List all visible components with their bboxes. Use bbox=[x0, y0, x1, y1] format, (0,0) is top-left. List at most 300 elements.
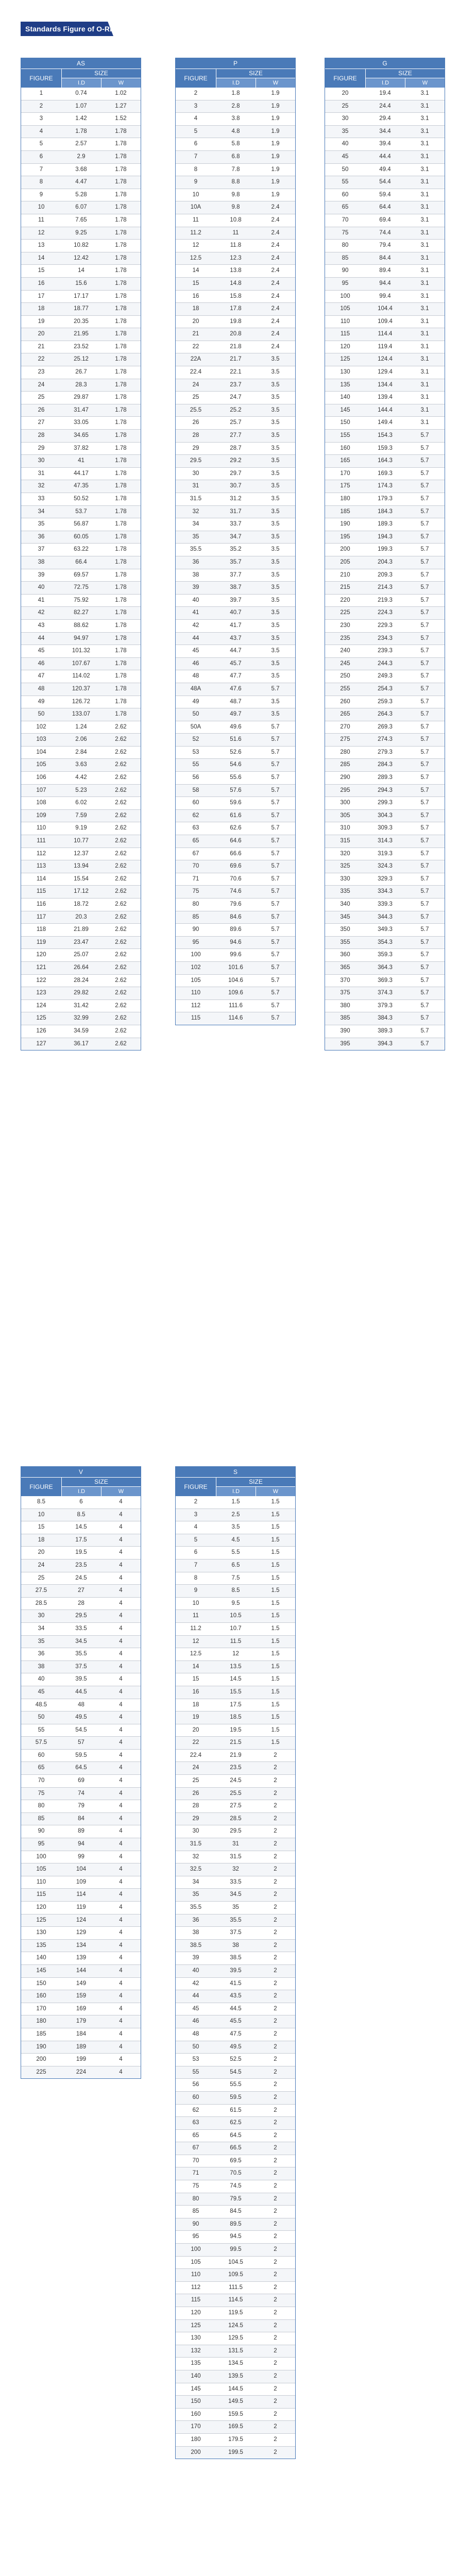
w-cell: 5.7 bbox=[420, 812, 429, 819]
id-cell: 144 bbox=[76, 1967, 87, 1974]
id-cell: 84.4 bbox=[379, 255, 391, 261]
id-cell: 28.5 bbox=[230, 1815, 242, 1822]
w-cell: 5.7 bbox=[420, 736, 429, 743]
id-cell: 259.3 bbox=[378, 698, 393, 705]
table-row bbox=[325, 150, 445, 163]
size-header: SIZE bbox=[366, 69, 445, 78]
w-cell: 2 bbox=[274, 2107, 277, 2113]
id-cell: 79.5 bbox=[230, 2195, 242, 2202]
id-cell: 104.5 bbox=[228, 2259, 243, 2265]
figure-cell: 49 bbox=[192, 698, 199, 705]
table-row bbox=[325, 302, 445, 315]
w-cell: 4 bbox=[119, 2069, 123, 2075]
table-row bbox=[176, 1800, 295, 1812]
figure-cell: 180 bbox=[36, 2018, 46, 2025]
w-cell: 4 bbox=[119, 1638, 123, 1645]
w-cell: 3.1 bbox=[420, 255, 429, 261]
figure-cell: 140 bbox=[36, 1955, 46, 1961]
w-cell: 1.78 bbox=[115, 204, 127, 211]
w-cell: 3.5 bbox=[271, 381, 280, 388]
table-row bbox=[21, 2066, 141, 2079]
w-cell: 3.1 bbox=[420, 406, 429, 413]
table-row bbox=[325, 353, 445, 366]
w-cell: 1.78 bbox=[115, 648, 127, 654]
w-cell: 5.7 bbox=[420, 571, 429, 578]
table-row bbox=[21, 1559, 141, 1572]
table-row bbox=[21, 848, 141, 860]
figure-cell: 39 bbox=[192, 584, 199, 591]
figure-cell: 36 bbox=[192, 1917, 199, 1923]
table-row bbox=[21, 353, 141, 366]
w-cell: 2 bbox=[274, 2030, 277, 2037]
table-row bbox=[21, 1977, 141, 1990]
w-cell: 4 bbox=[119, 1752, 123, 1758]
w-cell: 1.78 bbox=[115, 660, 127, 667]
figure-cell: 215 bbox=[340, 584, 350, 591]
g-table bbox=[325, 58, 445, 1050]
figure-cell: 11 bbox=[193, 1613, 199, 1619]
table-row bbox=[21, 1926, 141, 1939]
w-cell: 1.78 bbox=[115, 698, 127, 705]
table-row bbox=[21, 1749, 141, 1762]
id-cell: 14.8 bbox=[230, 280, 242, 286]
figure-cell: 67 bbox=[192, 850, 199, 857]
figure-cell: 49 bbox=[38, 698, 45, 705]
figure-cell: 19 bbox=[192, 1714, 199, 1721]
w-cell: 5.7 bbox=[271, 761, 280, 768]
id-cell: 6.5 bbox=[231, 1562, 240, 1568]
id-cell: 204.3 bbox=[378, 558, 393, 565]
table-row bbox=[21, 1711, 141, 1724]
id-cell: 44.4 bbox=[379, 153, 391, 160]
id-cell: 234.3 bbox=[378, 635, 393, 641]
figure-cell: 370 bbox=[340, 977, 350, 984]
id-cell: 19.5 bbox=[75, 1549, 87, 1556]
w-cell: 4 bbox=[119, 2043, 123, 2050]
table-row bbox=[21, 163, 141, 176]
id-cell: 10.77 bbox=[74, 838, 89, 844]
w-cell: 2 bbox=[274, 1803, 277, 1809]
figure-cell: 170 bbox=[36, 2005, 46, 2012]
table-row bbox=[21, 885, 141, 898]
id-cell: 52.6 bbox=[230, 749, 242, 755]
id-cell: 1.78 bbox=[75, 128, 87, 134]
figure-cell: 28 bbox=[192, 432, 199, 439]
figure-cell: 130 bbox=[191, 2335, 201, 2342]
id-cell: 28.3 bbox=[75, 381, 87, 388]
w-cell: 4 bbox=[119, 1980, 123, 1987]
table-row bbox=[176, 442, 295, 455]
id-cell: 23.52 bbox=[74, 343, 89, 350]
id-cell: 57.6 bbox=[230, 787, 242, 793]
table-header-row bbox=[21, 69, 141, 88]
table-row bbox=[176, 163, 295, 176]
w-cell: 2.4 bbox=[271, 229, 280, 236]
id-cell: 33.5 bbox=[230, 1878, 242, 1885]
id-cell: 3.5 bbox=[231, 1524, 240, 1531]
table-row bbox=[176, 1534, 295, 1547]
id-header: I.D bbox=[216, 78, 256, 88]
id-cell: 37.7 bbox=[230, 571, 242, 578]
figure-cell: 40 bbox=[38, 584, 45, 591]
w-cell: 2.62 bbox=[115, 774, 127, 781]
id-cell: 109.6 bbox=[228, 990, 243, 996]
id-cell: 54.5 bbox=[230, 2069, 242, 2075]
table-row bbox=[21, 1800, 141, 1812]
table-row bbox=[176, 2230, 295, 2243]
id-cell: 99 bbox=[78, 1853, 84, 1860]
id-cell: 6.07 bbox=[75, 204, 87, 211]
w-cell: 5.7 bbox=[420, 685, 429, 692]
w-cell: 4 bbox=[119, 1739, 123, 1746]
figure-cell: 110 bbox=[36, 1878, 46, 1885]
id-cell: 12.42 bbox=[74, 255, 89, 261]
table-row bbox=[325, 936, 445, 949]
w-cell: 3.5 bbox=[271, 635, 280, 641]
figure-cell: 60 bbox=[192, 800, 199, 806]
id-cell: 66.4 bbox=[75, 558, 87, 565]
id-cell: 389.3 bbox=[378, 1027, 393, 1034]
table-row bbox=[21, 1572, 141, 1585]
table-row bbox=[176, 1977, 295, 1990]
table-row bbox=[325, 733, 445, 746]
id-cell: 32.99 bbox=[74, 1015, 89, 1022]
figure-cell: 102 bbox=[191, 964, 201, 971]
id-cell: 20.8 bbox=[230, 331, 242, 337]
w-cell: 2 bbox=[274, 1891, 277, 1898]
figure-cell: 160 bbox=[191, 2411, 201, 2417]
table-row bbox=[176, 112, 295, 125]
table-row bbox=[325, 112, 445, 125]
id-cell: 3.68 bbox=[75, 166, 87, 173]
figure-cell: 160 bbox=[340, 445, 350, 451]
id-cell: 0.74 bbox=[75, 90, 87, 96]
table-row bbox=[176, 353, 295, 366]
figure-cell: 42 bbox=[38, 609, 45, 616]
w-cell: 3.5 bbox=[271, 470, 280, 477]
id-cell: 75.92 bbox=[74, 597, 89, 603]
table-row bbox=[176, 860, 295, 873]
w-cell: 2 bbox=[274, 2284, 277, 2291]
figure-cell: 85 bbox=[192, 913, 199, 920]
table-row bbox=[21, 189, 141, 201]
table-row bbox=[176, 1509, 295, 1521]
figure-cell: 28 bbox=[38, 432, 45, 439]
w-cell: 1.9 bbox=[271, 90, 280, 96]
table-body bbox=[21, 1496, 141, 2078]
w-cell: 2 bbox=[274, 1828, 277, 1835]
id-header: I.D bbox=[216, 1487, 256, 1496]
w-cell: 5.7 bbox=[420, 875, 429, 882]
figure-cell: 22A bbox=[190, 356, 201, 363]
id-cell: 54.4 bbox=[379, 179, 391, 185]
figure-cell: 155 bbox=[340, 432, 350, 439]
table-row bbox=[176, 150, 295, 163]
w-cell: 5.7 bbox=[420, 711, 429, 718]
table-row bbox=[176, 2446, 295, 2459]
id-cell: 319.3 bbox=[378, 850, 393, 857]
w-cell: 5.7 bbox=[271, 838, 280, 844]
w-cell: 2 bbox=[274, 2385, 277, 2392]
figure-cell: 41 bbox=[38, 597, 45, 603]
w-cell: 3.1 bbox=[420, 267, 429, 274]
figure-cell: 36 bbox=[38, 1651, 45, 1657]
figure-cell: 17 bbox=[38, 293, 45, 299]
table-row bbox=[21, 467, 141, 480]
figure-cell: 67 bbox=[192, 2145, 199, 2151]
w-cell: 4 bbox=[119, 1790, 123, 1797]
id-cell: 70.5 bbox=[230, 2170, 242, 2177]
table-row bbox=[21, 670, 141, 683]
figure-cell: 40 bbox=[342, 141, 349, 147]
figure-cell: 105 bbox=[340, 306, 350, 312]
w-cell: 2 bbox=[274, 2347, 277, 2354]
w-cell: 2.4 bbox=[271, 343, 280, 350]
w-cell: 1.78 bbox=[115, 622, 127, 629]
figure-cell: 65 bbox=[192, 838, 199, 844]
figure-cell: 125 bbox=[36, 1917, 46, 1923]
w-cell: 2.62 bbox=[115, 736, 127, 743]
w-cell: 1.5 bbox=[271, 1701, 280, 1708]
w-header: W bbox=[256, 78, 295, 88]
figure-cell: 53 bbox=[192, 2056, 199, 2063]
figure-cell: 290 bbox=[340, 774, 350, 781]
id-cell: 2.8 bbox=[231, 103, 240, 109]
figure-cell: 24 bbox=[192, 381, 199, 388]
figure-cell: 100 bbox=[191, 952, 201, 958]
w-cell: 2 bbox=[274, 2005, 277, 2012]
id-cell: 269.3 bbox=[378, 723, 393, 730]
table-row bbox=[21, 505, 141, 518]
id-cell: 82.27 bbox=[74, 609, 89, 616]
id-cell: 5.28 bbox=[75, 191, 87, 198]
w-cell: 5.7 bbox=[271, 774, 280, 781]
w-cell: 5.7 bbox=[420, 838, 429, 844]
figure-cell: 5 bbox=[194, 1536, 198, 1543]
table-row bbox=[176, 556, 295, 569]
table-row bbox=[176, 2078, 295, 2091]
table-row bbox=[21, 341, 141, 353]
id-cell: 289.3 bbox=[378, 774, 393, 781]
figure-cell: 125 bbox=[191, 2322, 201, 2329]
id-cell: 9.25 bbox=[75, 229, 87, 236]
table-row bbox=[21, 277, 141, 290]
figure-cell: 7 bbox=[194, 153, 198, 160]
figure-cell: 170 bbox=[191, 2424, 201, 2430]
table-row bbox=[325, 125, 445, 138]
table-row bbox=[21, 1939, 141, 1952]
figure-cell: 43 bbox=[38, 622, 45, 629]
size-header: SIZE bbox=[62, 1478, 141, 1487]
w-cell: 1.5 bbox=[271, 1600, 280, 1606]
w-cell: 4 bbox=[119, 1866, 123, 1873]
table-row bbox=[21, 721, 141, 734]
table-row bbox=[21, 873, 141, 886]
figure-cell: 3 bbox=[39, 115, 43, 122]
id-cell: 32 bbox=[232, 1866, 239, 1873]
figure-cell: 132 bbox=[191, 2347, 201, 2354]
w-cell: 5.7 bbox=[271, 749, 280, 755]
table-row bbox=[21, 556, 141, 569]
table-row bbox=[21, 1584, 141, 1597]
id-cell: 119 bbox=[76, 1904, 86, 1910]
figure-cell: 34 bbox=[38, 1625, 45, 1632]
figure-cell: 125 bbox=[36, 1015, 46, 1022]
w-cell: 3.1 bbox=[420, 318, 429, 325]
id-cell: 74.6 bbox=[230, 888, 242, 895]
figure-cell: 42 bbox=[192, 1980, 199, 1987]
id-cell: 74.4 bbox=[379, 229, 391, 236]
id-cell: 41.7 bbox=[230, 622, 242, 629]
figure-cell: 46 bbox=[192, 2018, 199, 2025]
table-row bbox=[176, 1812, 295, 1825]
w-cell: 1.5 bbox=[271, 1549, 280, 1556]
table-row bbox=[176, 2395, 295, 2408]
figure-cell: 225 bbox=[36, 2069, 46, 2075]
figure-cell: 120 bbox=[340, 343, 350, 350]
figure-cell: 44 bbox=[192, 635, 199, 641]
id-cell: 13.8 bbox=[230, 267, 242, 274]
table-row bbox=[176, 948, 295, 961]
figure-cell: 325 bbox=[340, 863, 350, 870]
id-cell: 159.5 bbox=[228, 2411, 243, 2417]
id-cell: 334.3 bbox=[378, 888, 393, 895]
id-cell: 94.5 bbox=[230, 2233, 242, 2240]
w-cell: 5.7 bbox=[420, 888, 429, 895]
figure-cell: 60 bbox=[38, 1752, 45, 1758]
table-row bbox=[176, 670, 295, 683]
w-cell: 4 bbox=[119, 1878, 123, 1885]
id-cell: 114.02 bbox=[72, 673, 90, 680]
id-cell: 12.3 bbox=[230, 255, 242, 261]
table-row bbox=[176, 264, 295, 277]
figure-cell: 5 bbox=[194, 128, 198, 134]
id-cell: 8.5 bbox=[231, 1587, 240, 1594]
w-cell: 5.7 bbox=[271, 1002, 280, 1009]
table-header-row bbox=[21, 1478, 141, 1496]
id-cell: 179.5 bbox=[228, 2436, 243, 2443]
w-cell: 5.7 bbox=[420, 749, 429, 755]
id-cell: 169.5 bbox=[228, 2424, 243, 2430]
table-row bbox=[21, 2053, 141, 2066]
figure-cell: 220 bbox=[340, 597, 350, 603]
w-cell: 5.7 bbox=[420, 1027, 429, 1034]
figure-cell: 180 bbox=[191, 2436, 201, 2443]
figure-cell: 395 bbox=[340, 1040, 350, 1047]
id-cell: 54.5 bbox=[75, 1726, 87, 1733]
id-cell: 164.3 bbox=[378, 457, 393, 464]
w-cell: 2.62 bbox=[115, 888, 127, 895]
w-cell: 5.7 bbox=[420, 496, 429, 502]
table-row bbox=[21, 1990, 141, 2003]
table-row bbox=[325, 708, 445, 721]
figure-cell: 26 bbox=[192, 1790, 199, 1797]
figure-cell: 31 bbox=[38, 470, 45, 477]
w-cell: 3.1 bbox=[420, 331, 429, 337]
figure-cell: 127 bbox=[36, 1040, 46, 1047]
figure-cell: 170 bbox=[340, 470, 350, 477]
figure-cell: 270 bbox=[340, 723, 350, 730]
size-header: SIZE bbox=[62, 69, 141, 78]
figure-cell: 122 bbox=[36, 977, 46, 984]
table-body bbox=[21, 88, 141, 1050]
figure-cell: 10 bbox=[192, 1600, 199, 1606]
figure-cell: 85 bbox=[342, 255, 349, 261]
table-row bbox=[325, 264, 445, 277]
w-cell: 2.4 bbox=[271, 204, 280, 211]
w-cell: 4 bbox=[119, 1511, 123, 1518]
table-row bbox=[176, 2015, 295, 2028]
table-row bbox=[176, 189, 295, 201]
w-cell: 2.62 bbox=[115, 761, 127, 768]
id-cell: 107.67 bbox=[72, 660, 91, 667]
figure-cell: 39 bbox=[192, 1955, 199, 1961]
w-cell: 4 bbox=[119, 1993, 123, 1999]
w-cell: 1.78 bbox=[115, 267, 127, 274]
w-cell: 1.9 bbox=[271, 179, 280, 185]
id-cell: 239.3 bbox=[378, 648, 393, 654]
figure-cell: 200 bbox=[340, 546, 350, 553]
table-row bbox=[21, 1496, 141, 1509]
table-row bbox=[21, 429, 141, 442]
table-row bbox=[325, 328, 445, 341]
table-row bbox=[176, 2332, 295, 2345]
w-cell: 4 bbox=[119, 1815, 123, 1822]
table-row bbox=[325, 189, 445, 201]
w-cell: 1.02 bbox=[115, 90, 127, 96]
w-cell: 3.5 bbox=[271, 533, 280, 540]
table-row bbox=[21, 594, 141, 607]
w-cell: 2 bbox=[274, 1917, 277, 1923]
w-cell: 1.5 bbox=[271, 1739, 280, 1746]
id-cell: 94 bbox=[78, 1841, 84, 1848]
table-row bbox=[325, 543, 445, 556]
id-cell: 7.5 bbox=[231, 1574, 240, 1581]
figure-cell: 29 bbox=[192, 1815, 199, 1822]
w-cell: 1.5 bbox=[271, 1511, 280, 1518]
w-cell: 2.62 bbox=[115, 913, 127, 920]
w-cell: 3.5 bbox=[271, 496, 280, 502]
table-row bbox=[21, 2041, 141, 2054]
figure-cell: 11 bbox=[38, 216, 44, 223]
figure-cell: 11.2 bbox=[190, 1625, 201, 1632]
figure-cell: 120 bbox=[36, 952, 46, 958]
figure-cell: 116 bbox=[36, 901, 46, 907]
w-cell: 4 bbox=[119, 1600, 123, 1606]
size-subheaders bbox=[62, 78, 141, 88]
id-cell: 57 bbox=[78, 1739, 84, 1746]
table-row bbox=[176, 1673, 295, 1686]
id-cell: 79 bbox=[78, 1803, 84, 1809]
id-cell: 179.3 bbox=[378, 496, 393, 502]
table-row bbox=[325, 999, 445, 1012]
table-row bbox=[325, 796, 445, 809]
table-row bbox=[176, 518, 295, 531]
figure-cell: 145 bbox=[191, 2385, 201, 2392]
id-cell: 169 bbox=[76, 2005, 87, 2012]
w-header: W bbox=[101, 78, 141, 88]
id-cell: 1.24 bbox=[75, 723, 87, 730]
w-cell: 2 bbox=[274, 2297, 277, 2303]
w-cell: 1.5 bbox=[271, 1714, 280, 1721]
id-cell: 35.7 bbox=[230, 558, 242, 565]
figure-cell: 60 bbox=[192, 2094, 199, 2100]
table-row bbox=[325, 100, 445, 113]
w-cell: 2 bbox=[274, 2246, 277, 2253]
w-cell: 1.78 bbox=[115, 571, 127, 578]
id-cell: 37.5 bbox=[75, 1663, 87, 1670]
figure-cell: 95 bbox=[192, 2233, 199, 2240]
